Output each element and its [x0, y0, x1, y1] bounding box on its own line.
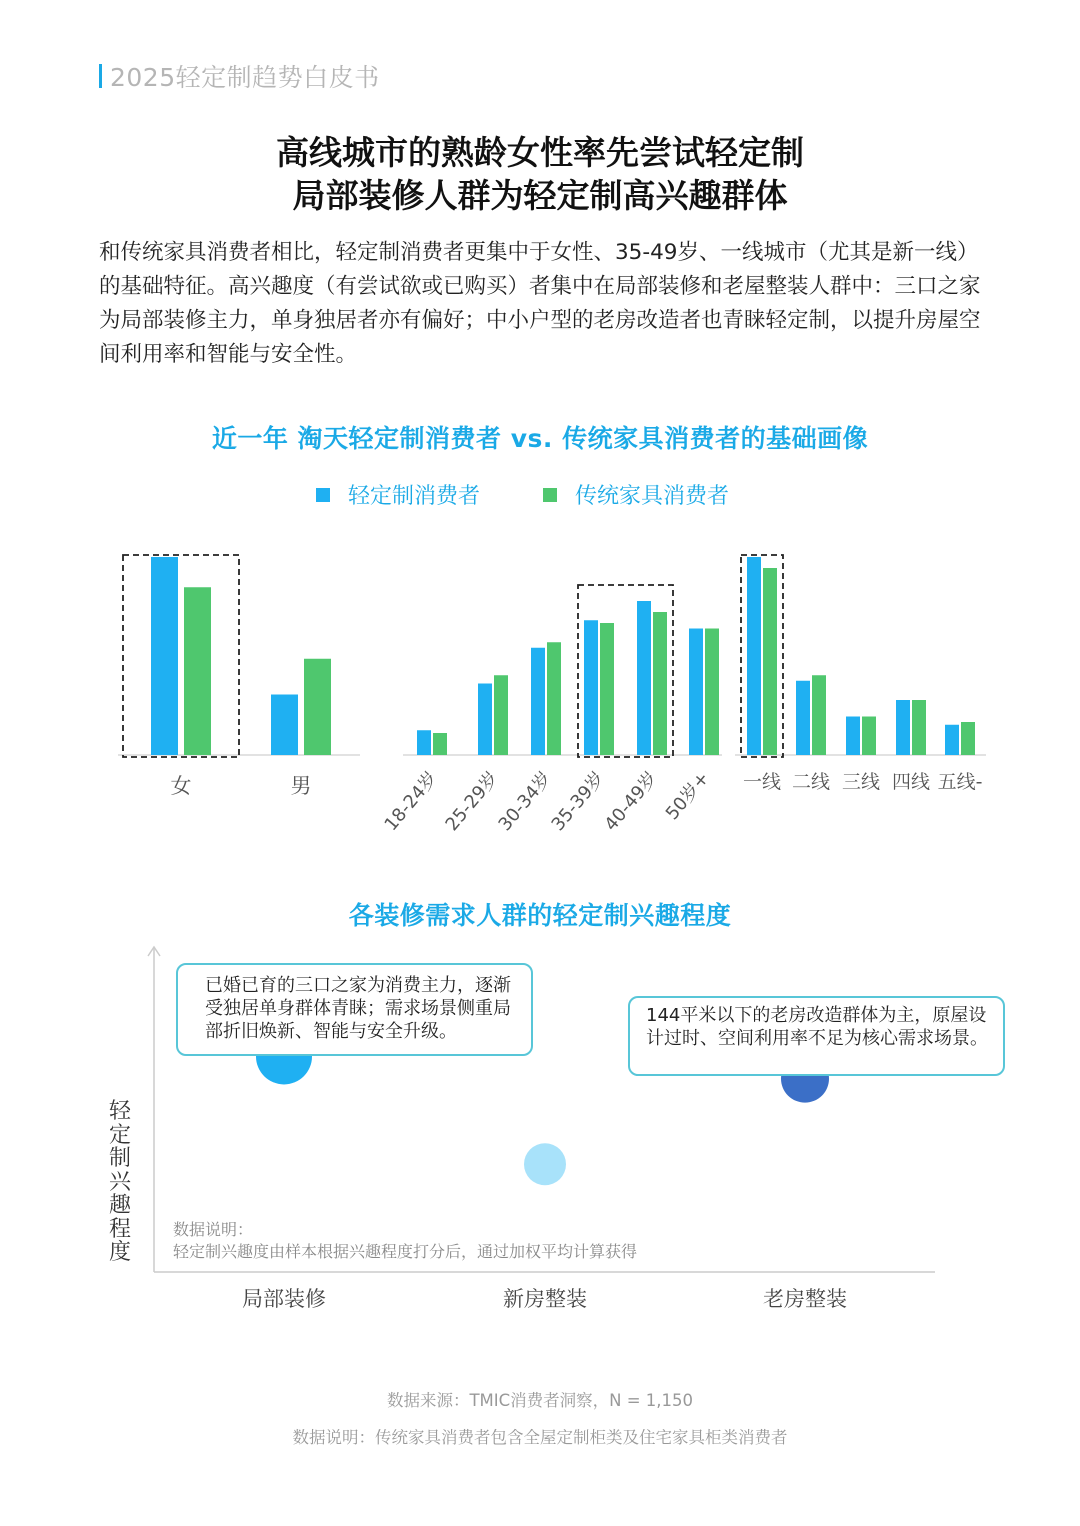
bar-age-5-traditional — [705, 629, 719, 756]
tick-label-age-1: 25-29岁 — [441, 767, 503, 836]
bar-gender-0-light-custom — [151, 557, 178, 755]
bubble-chart — [0, 935, 1080, 1335]
bar-age-3-light-custom — [584, 620, 598, 755]
bar-age-0-light-custom — [417, 730, 431, 755]
tick-label-age-3: 35-39岁 — [547, 767, 609, 836]
intro-paragraph: 和传统家具消费者相比，轻定制消费者更集中于女性、35-49岁、一线城市（尤其是新一线）的基础特征。高兴趣度（有尝试欲或已购买）者集中在局部装修和老屋整装人群中：三口之家为局部装修主力，单身独居者亦有偏好；中小户型的老房改造者也青睐轻定制，以提升房屋空间利用率和智能与安全性。 — [99, 240, 981, 367]
tick-label-gender-0: 女 — [170, 774, 192, 798]
footer-note: 数据说明：传统家具消费者包含全屋定制柜类及住宅家具柜类消费者 — [292, 1428, 788, 1447]
bar-city_tier-2-light-custom — [846, 717, 860, 756]
header-bar — [99, 64, 102, 88]
tick-label-city_tier-3: 四线 — [891, 771, 931, 793]
page-title-line2: 局部装修人群为轻定制高兴趣群体 — [292, 176, 788, 215]
bar-age-0-traditional — [433, 733, 447, 755]
tick-label-city_tier-2: 三线 — [841, 771, 881, 793]
bar-age-1-light-custom — [478, 684, 492, 756]
legend-label-light-custom: 轻定制消费者 — [348, 484, 481, 509]
legend — [0, 479, 1080, 509]
legend-item-light-custom — [316, 479, 480, 510]
bar-city_tier-2-traditional — [862, 717, 876, 756]
annotation-box-old-house: 144平米以下的老房改造群体为主，原屋设计过时、空间利用率不足为核心需求场景。 — [628, 996, 1005, 1076]
legend-label-traditional: 传统家具消费者 — [575, 484, 730, 509]
bar-city_tier-0-traditional — [763, 568, 777, 755]
x-tick-label-2: 老房整装 — [763, 1287, 847, 1311]
bar-city_tier-1-light-custom — [796, 681, 810, 755]
tick-label-age-0: 18-24岁 — [380, 767, 442, 836]
annotation-box-local: 已婚已育的三口之家为消费主力，逐渐受独居单身群体青睐；需求场景侧重局部折旧焕新、智能与安全升级。 — [176, 963, 533, 1056]
bubble-1 — [524, 1143, 566, 1185]
legend-swatch-traditional — [543, 488, 557, 502]
ylabel-interest: 轻定制兴趣程度 — [108, 1099, 131, 1265]
bar-chart — [0, 530, 1080, 860]
tick-label-city_tier-0: 一线 — [742, 771, 782, 793]
page-title-line1: 高线城市的熟龄女性率先尝试轻定制 — [276, 133, 804, 172]
bar-city_tier-1-traditional — [812, 675, 826, 755]
tick-label-city_tier-1: 二线 — [791, 771, 831, 793]
bar-city_tier-3-light-custom — [896, 700, 910, 755]
bar-gender-1-light-custom — [271, 695, 298, 756]
bar-age-5-light-custom — [689, 629, 703, 756]
x-tick-label-0: 局部装修 — [242, 1287, 326, 1311]
bubble-note-title: 数据说明： — [173, 1220, 254, 1239]
bar-gender-0-traditional — [184, 587, 211, 755]
tick-label-city_tier-4: 五线- — [937, 771, 983, 793]
bar-city_tier-0-light-custom — [747, 557, 761, 755]
bar-age-3-traditional — [600, 623, 614, 755]
footer-source: 数据来源：TMIC消费者洞察，N = 1,150 — [386, 1391, 694, 1410]
legend-item-traditional — [543, 479, 729, 510]
legend-swatch-light-custom — [316, 488, 330, 502]
bar-city_tier-3-traditional — [912, 700, 926, 755]
bar-age-2-traditional — [547, 642, 561, 755]
tick-label-age-4: 40-49岁 — [600, 767, 662, 836]
bar-age-4-traditional — [653, 612, 667, 755]
highlight-box-gender — [123, 555, 239, 757]
bar-gender-1-traditional — [304, 659, 331, 755]
bar-city_tier-4-light-custom — [945, 725, 959, 755]
bar-city_tier-4-traditional — [961, 722, 975, 755]
tick-label-age-5: 50岁+ — [661, 767, 714, 825]
header-title: 2025轻定制趋势白皮书 — [110, 63, 380, 92]
bar-age-2-light-custom — [531, 648, 545, 755]
bubble-note-text: 轻定制兴趣度由样本根据兴趣程度打分后，通过加权平均计算获得 — [173, 1242, 638, 1261]
bubble-chart-title: 各装修需求人群的轻定制兴趣程度 — [348, 901, 732, 930]
bubble-note — [173, 1219, 637, 1263]
bar-age-4-light-custom — [637, 601, 651, 755]
tick-label-age-2: 30-34岁 — [494, 767, 556, 836]
x-tick-label-1: 新房整装 — [503, 1287, 587, 1311]
tick-label-gender-1: 男 — [290, 774, 312, 798]
bar-chart-title: 近一年 淘天轻定制消费者 vs. 传统家具消费者的基础画像 — [211, 424, 869, 453]
bar-age-1-traditional — [494, 675, 508, 755]
